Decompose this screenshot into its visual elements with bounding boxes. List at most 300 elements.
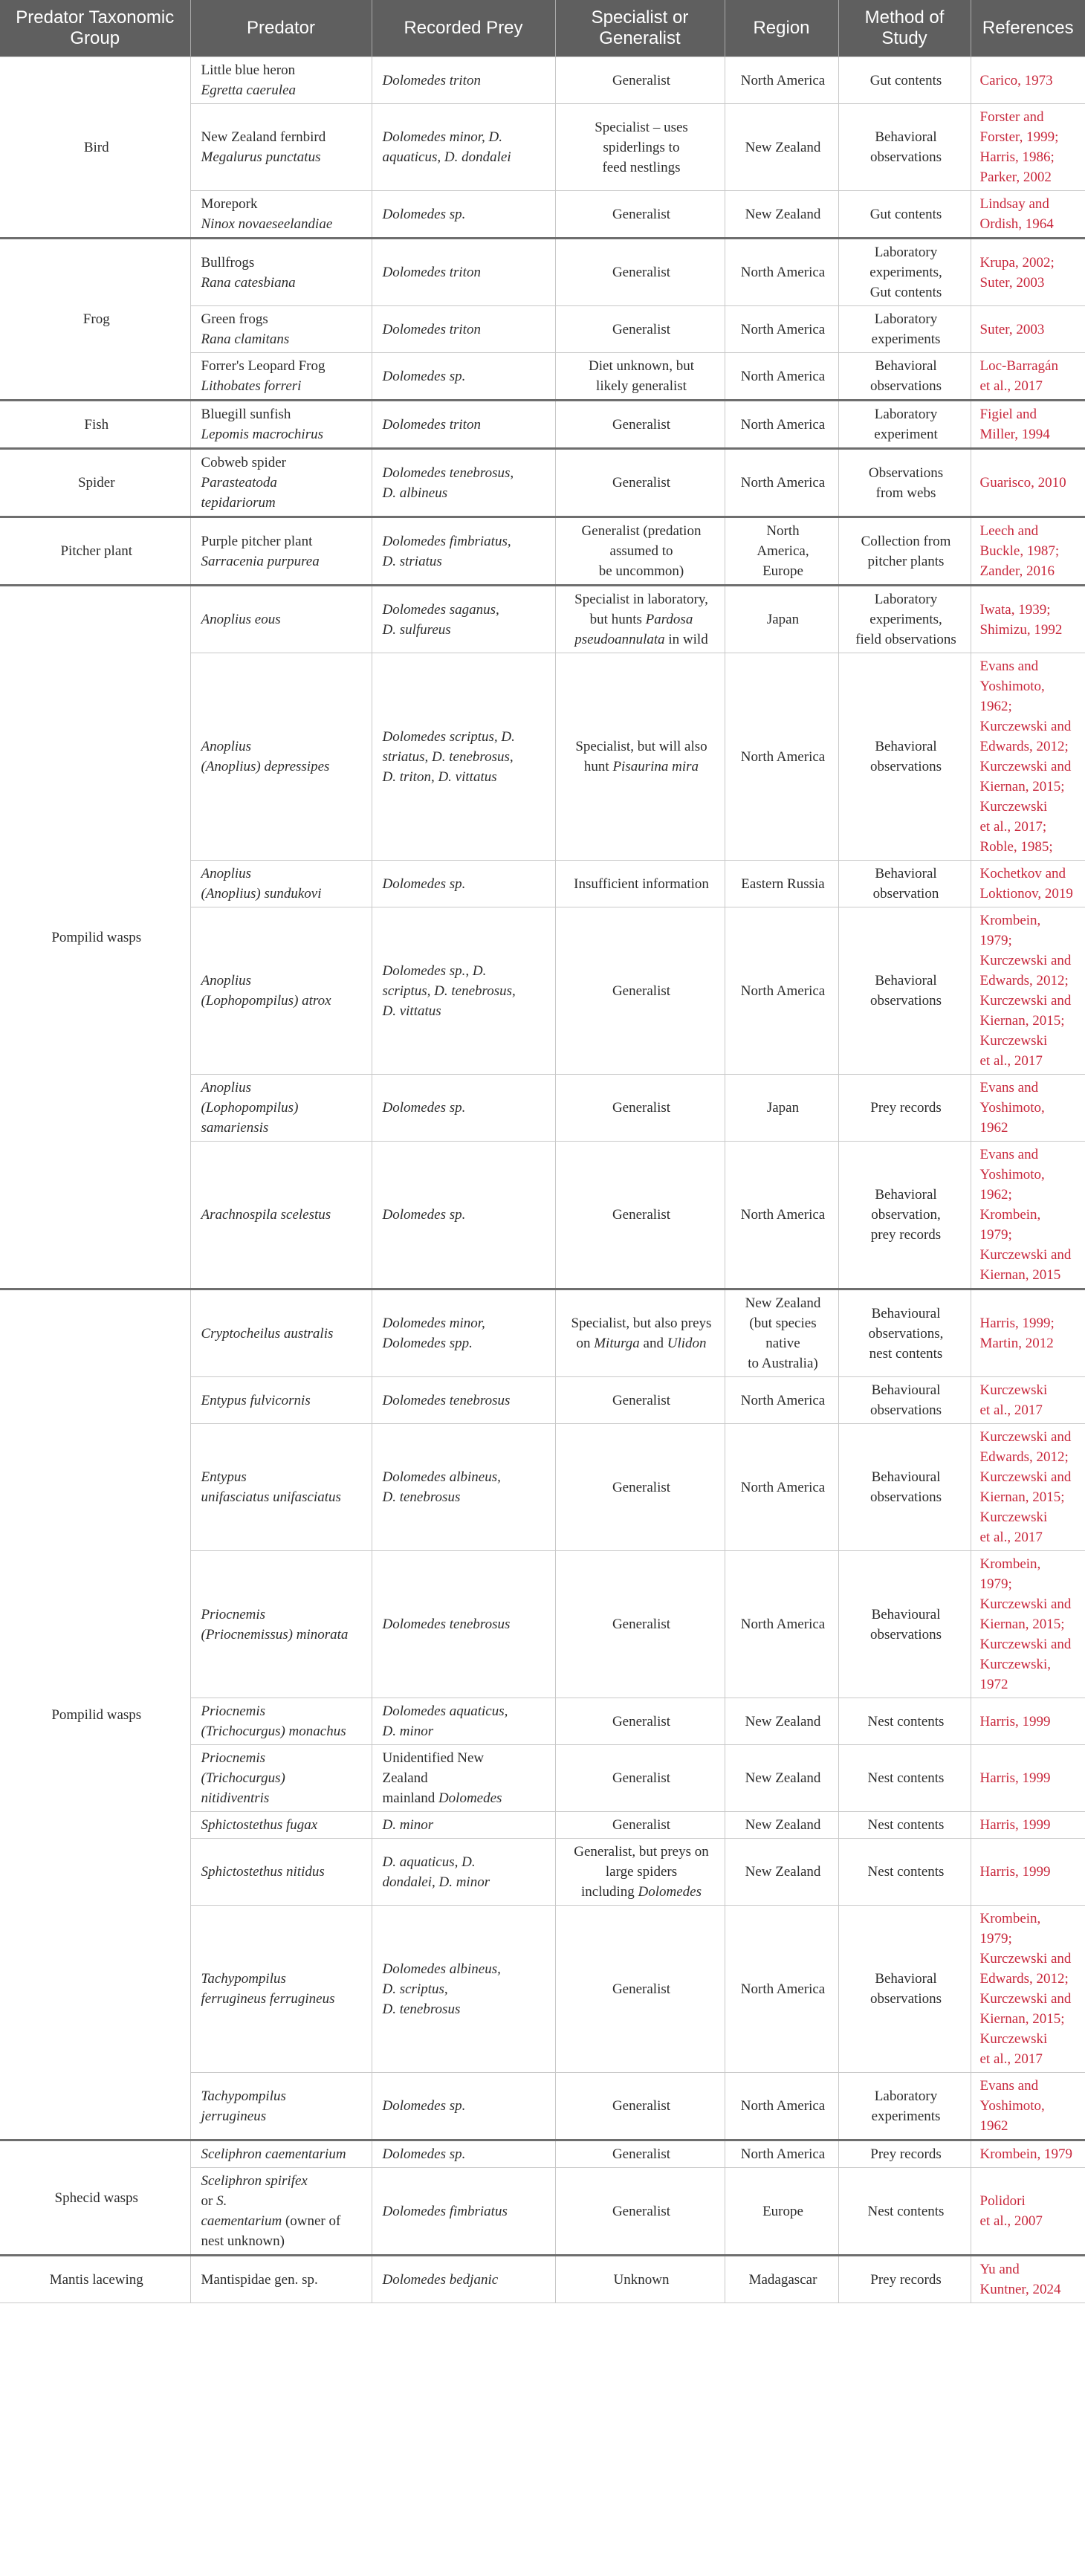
method-cell (838, 2073, 971, 2140)
reference-link[interactable]: Kurczewski and (979, 1469, 1072, 1485)
method-line: observations (869, 1489, 942, 1505)
predator-cell (190, 1289, 372, 1377)
method-cell (838, 586, 971, 653)
prey-line: Dolomedes aquaticus, (382, 1703, 508, 1719)
method-cell (838, 1142, 971, 1289)
reference-link[interactable]: Krombein, 1979 (979, 2146, 1073, 2162)
specialist-cell (555, 306, 725, 353)
references-cell (971, 586, 1085, 653)
region-cell (725, 907, 838, 1075)
reference-link[interactable]: Kochetkov and (979, 866, 1066, 881)
reference-link[interactable]: Forster and (979, 109, 1044, 125)
prey-cell (372, 1142, 555, 1289)
predator-line: Little blue heron (201, 62, 296, 78)
method-line: Laboratory (874, 311, 938, 327)
reference-link[interactable]: Kurczewski (979, 799, 1048, 815)
region-line: (but species (749, 1315, 817, 1331)
prey-line: aquaticus, D. dondalei (382, 149, 511, 165)
region-line: North America (740, 1981, 826, 1997)
predator-cell (190, 449, 372, 517)
reference-link[interactable]: Edwards, 2012; (979, 1449, 1069, 1465)
references-cell (971, 2168, 1085, 2256)
method-line: nest contents (869, 1345, 943, 1362)
table-row (0, 57, 1085, 104)
reference-link[interactable]: 1962; (979, 699, 1012, 714)
reference-link[interactable]: Shimizu, 1992 (979, 621, 1063, 638)
prey-cell (372, 2140, 555, 2168)
region-cell (725, 353, 838, 401)
prey-cell (372, 517, 555, 586)
method-line: Behavioral (875, 866, 937, 881)
reference-link[interactable]: Harris, 1999; (979, 1315, 1055, 1331)
region-line: America, (757, 543, 809, 559)
region-line: North America (740, 265, 826, 280)
predator-line: Forrer's Leopard Frog (201, 358, 326, 374)
specialist-line: but hunts Pardosa (589, 612, 693, 627)
predator-line: Morepork (201, 196, 258, 212)
reference-link[interactable]: Roble, 1985; (979, 839, 1053, 855)
predator-line: Tachypompilus (201, 1971, 286, 1987)
specialist-line: Generalist (612, 72, 671, 88)
reference-link[interactable]: Kuntner, 2024 (979, 2282, 1061, 2297)
header-recorded-prey: Recorded Prey (372, 0, 555, 57)
reference-link[interactable]: Harris, 1999 (979, 1817, 1051, 1833)
specialist-line: Generalist (612, 321, 671, 337)
specialist-cell (555, 57, 725, 104)
specialist-cell (555, 1289, 725, 1377)
specialist-line: Specialist, but also preys (571, 1315, 712, 1331)
reference-link[interactable]: Kurczewski and (979, 953, 1072, 968)
region-line: New Zealand (745, 1713, 821, 1729)
reference-link[interactable]: et al., 2017 (979, 1053, 1043, 1069)
predator-line: ferrugineus ferrugineus (201, 1991, 335, 2007)
method-cell (838, 1289, 971, 1377)
predator-cell (190, 1906, 372, 2073)
region-cell (725, 306, 838, 353)
references-cell (971, 104, 1085, 191)
reference-link[interactable]: Kurczewski and (979, 993, 1072, 1009)
prey-cell (372, 191, 555, 239)
reference-link[interactable]: Kurczewski and (979, 719, 1072, 734)
region-line: North America (740, 321, 826, 337)
method-line: Prey records (870, 2146, 942, 2162)
reference-link[interactable]: Ordish, 1964 (979, 216, 1054, 232)
region-cell (725, 1377, 838, 1424)
references-cell (971, 2073, 1085, 2140)
prey-line: Dolomedes minor, (382, 1315, 485, 1331)
predator-line: Anoplius (201, 866, 252, 881)
method-cell (838, 353, 971, 401)
references-cell (971, 1698, 1085, 1745)
specialist-line: likely generalist (596, 378, 687, 394)
prey-line: scriptus, D. tenebrosus, (382, 983, 516, 999)
specialist-cell (555, 2073, 725, 2140)
header-method: Method of Study (838, 0, 971, 57)
specialist-line: Specialist, but will also (575, 739, 707, 754)
region-line: North America (740, 2098, 826, 2114)
region-line: Eastern Russia (741, 876, 825, 892)
method-cell (838, 1551, 971, 1698)
method-line: Nest contents (867, 1864, 945, 1880)
reference-link[interactable]: Krombein, (979, 1207, 1041, 1223)
prey-line: dondalei, D. minor (382, 1874, 490, 1890)
method-cell (838, 1377, 971, 1424)
reference-link[interactable]: Iwata, 1939; (979, 601, 1051, 618)
reference-link[interactable]: et al., 2017 (979, 378, 1043, 394)
reference-link[interactable]: Forster, 1999; (979, 129, 1059, 145)
reference-link[interactable]: et al., 2017 (979, 2051, 1043, 2067)
references-cell (971, 449, 1085, 517)
prey-line: Unidentified New (382, 1750, 485, 1766)
specialist-line: Generalist (612, 1981, 671, 1997)
reference-link[interactable]: Figiel and (979, 407, 1037, 422)
method-line: Prey records (870, 2271, 942, 2288)
region-line: North America (740, 475, 826, 491)
region-cell (725, 1906, 838, 2073)
reference-link[interactable]: Kurczewski and (979, 1596, 1072, 1612)
region-cell (725, 653, 838, 861)
method-line: experiment (874, 427, 938, 442)
prey-line: Zealand (382, 1770, 428, 1786)
region-line: New Zealand (745, 206, 821, 222)
predator-cell (190, 1377, 372, 1424)
prey-line: Dolomedes triton (382, 416, 481, 433)
method-cell (838, 449, 971, 517)
method-line: Behavioral (875, 1971, 937, 1987)
specialist-line: Generalist (612, 416, 671, 433)
predator-line: (Anoplius) sundukovi (201, 886, 322, 902)
prey-cell (372, 1551, 555, 1698)
reference-link[interactable]: Suter, 2003 (979, 321, 1045, 337)
reference-link[interactable]: 1979; (979, 1931, 1012, 1946)
predator-cell (190, 861, 372, 907)
reference-link[interactable]: Yu and (979, 2262, 1020, 2277)
reference-link[interactable]: Kiernan, 2015; (979, 2011, 1065, 2027)
reference-link[interactable]: et al., 2017 (979, 1402, 1043, 1418)
reference-link[interactable]: Leech and (979, 523, 1039, 539)
region-line: North America (740, 368, 826, 384)
method-line: observations (869, 1991, 942, 2007)
reference-link[interactable]: Yoshimoto, (979, 1100, 1045, 1116)
predator-line: (Lophopompilus) (201, 1100, 299, 1116)
specialist-cell (555, 1424, 725, 1551)
specialist-cell (555, 1377, 725, 1424)
table-row (0, 449, 1085, 517)
prey-line: D. triton, D. vittatus (382, 768, 497, 785)
reference-link[interactable]: et al., 2017; (979, 819, 1047, 835)
references-cell (971, 861, 1085, 907)
reference-link[interactable]: 1979; (979, 1576, 1012, 1592)
prey-line: Dolomedes albineus, (382, 1469, 501, 1485)
specialist-cell (555, 449, 725, 517)
reference-link[interactable]: Kurczewski and (979, 1247, 1072, 1263)
prey-cell (372, 401, 555, 449)
reference-link[interactable]: 1972 (979, 1677, 1008, 1692)
specialist-cell (555, 2256, 725, 2303)
region-cell (725, 517, 838, 586)
reference-link[interactable]: Suter, 2003 (979, 274, 1045, 291)
taxonomic-group-cell: Spider (0, 449, 190, 517)
region-line: North America (740, 1617, 826, 1632)
references-cell (971, 1075, 1085, 1142)
method-line: Laboratory (874, 407, 938, 422)
reference-link[interactable]: Krombein, (979, 913, 1041, 928)
reference-link[interactable]: et al., 2007 (979, 2213, 1043, 2229)
predator-cell (190, 1698, 372, 1745)
reference-link[interactable]: Krupa, 2002; (979, 254, 1055, 271)
reference-link[interactable]: Edwards, 2012; (979, 1971, 1069, 1987)
method-line: Behavioral (875, 739, 937, 754)
predator-line: Sceliphron spirifex (201, 2173, 308, 2189)
specialist-line: large spiders (605, 1864, 678, 1880)
predator-cell (190, 1075, 372, 1142)
specialist-line: including Dolomedes (580, 1884, 702, 1900)
region-cell (725, 401, 838, 449)
reference-link[interactable]: Kurczewski and (979, 1637, 1072, 1652)
method-line: Behavioural (871, 1469, 941, 1485)
specialist-line: assumed to (609, 543, 673, 559)
prey-line: D. scriptus, (382, 1981, 448, 1997)
table-row (0, 401, 1085, 449)
reference-link[interactable]: Evans and (979, 1080, 1039, 1096)
specialist-cell (555, 191, 725, 239)
region-cell (725, 2168, 838, 2256)
predator-cell (190, 1812, 372, 1839)
references-cell (971, 517, 1085, 586)
table-row (0, 2140, 1085, 2168)
method-line: Nest contents (867, 1817, 945, 1833)
predator-line: jerrugineus (201, 2108, 267, 2124)
reference-link[interactable]: Kurczewski, (979, 1657, 1051, 1672)
references-cell (971, 1906, 1085, 2073)
table-row (0, 239, 1085, 306)
region-line: Japan (766, 1100, 800, 1116)
predator-line: (Anoplius) depressipes (201, 759, 330, 774)
taxonomic-group-cell: Mantis lacewing (0, 2256, 190, 2303)
header-references: References (971, 0, 1085, 57)
reference-link[interactable]: Krombein, (979, 1911, 1041, 1926)
reference-link[interactable]: Evans and (979, 2078, 1039, 2094)
predator-line: Priocnemis (201, 1703, 266, 1719)
reference-link[interactable]: Carico, 1973 (979, 72, 1053, 88)
predator-cell (190, 104, 372, 191)
reference-link[interactable]: Polidori (979, 2193, 1026, 2209)
predator-line: nitidiventris (201, 1790, 270, 1806)
reference-link[interactable]: 1962; (979, 1187, 1012, 1203)
reference-link[interactable]: Evans and (979, 658, 1039, 674)
reference-link[interactable]: Miller, 1994 (979, 427, 1050, 442)
references-cell (971, 1424, 1085, 1551)
reference-link[interactable]: Kurczewski (979, 2031, 1048, 2047)
reference-link[interactable]: Guarisco, 2010 (979, 475, 1066, 491)
specialist-cell (555, 653, 725, 861)
reference-link[interactable]: Lindsay and (979, 196, 1049, 212)
specialist-line: Generalist (612, 1100, 671, 1116)
predator-line: or S. (201, 2193, 227, 2209)
reference-link[interactable]: Harris, 1999 (979, 1770, 1051, 1786)
region-line: to Australia) (748, 1356, 818, 1371)
specialist-line: Generalist (612, 1207, 671, 1223)
predator-cell (190, 353, 372, 401)
prey-line: Dolomedes saganus, (382, 601, 499, 618)
header-region: Region (725, 0, 838, 57)
prey-cell (372, 239, 555, 306)
references-cell (971, 1812, 1085, 1839)
reference-link[interactable]: Kurczewski and (979, 1429, 1072, 1445)
reference-link[interactable]: 1979; (979, 1227, 1012, 1243)
region-cell (725, 1812, 838, 1839)
reference-link[interactable]: Kurczewski (979, 1382, 1048, 1398)
table-row (0, 517, 1085, 586)
references-cell (971, 57, 1085, 104)
predator-cell (190, 586, 372, 653)
references-cell (971, 353, 1085, 401)
specialist-line: Generalist (612, 1617, 671, 1632)
taxonomic-group-cell: Pompilid wasps (0, 1289, 190, 2140)
method-line: Behavioural (871, 1305, 941, 1321)
predator-line: Lithobates forreri (201, 378, 302, 394)
method-cell (838, 401, 971, 449)
method-line: Behavioral (875, 973, 937, 988)
reference-link[interactable]: Yoshimoto, (979, 2098, 1045, 2114)
reference-link[interactable]: Yoshimoto, (979, 1167, 1045, 1182)
predator-line: Ninox novaeseelandiae (201, 216, 333, 232)
reference-link[interactable]: Yoshimoto, (979, 679, 1045, 694)
prey-cell (372, 907, 555, 1075)
method-line: Laboratory (874, 245, 938, 260)
reference-link[interactable]: Kurczewski (979, 1033, 1048, 1049)
specialist-line: Specialist – uses (595, 119, 688, 135)
prey-line: D. tenebrosus (382, 2001, 461, 2017)
reference-link[interactable]: Kurczewski and (979, 1951, 1072, 1967)
method-cell (838, 907, 971, 1075)
predator-line: Priocnemis (201, 1606, 266, 1622)
method-line: field observations (855, 632, 956, 647)
method-line: Behavioural (871, 1606, 941, 1622)
prey-cell (372, 1075, 555, 1142)
region-line: Madagascar (748, 2271, 817, 2288)
reference-link[interactable]: Buckle, 1987; (979, 543, 1060, 559)
reference-link[interactable]: Kiernan, 2015; (979, 1617, 1065, 1632)
reference-link[interactable]: Kurczewski (979, 1509, 1048, 1525)
reference-link[interactable]: Edwards, 2012; (979, 973, 1069, 988)
reference-link[interactable]: Kiernan, 2015; (979, 779, 1065, 795)
prey-line: D. tenebrosus (382, 1489, 461, 1505)
prey-line: Dolomedes tenebrosus (382, 1392, 511, 1408)
method-cell (838, 1839, 971, 1906)
prey-line: Dolomedes sp. (382, 1100, 466, 1116)
reference-link[interactable]: Zander, 2016 (979, 563, 1055, 579)
references-cell (971, 191, 1085, 239)
specialist-line: Generalist (predation (581, 523, 702, 539)
region-line: North (766, 523, 800, 539)
method-line: Nest contents (867, 1713, 945, 1729)
references-cell (971, 1839, 1085, 1906)
region-cell (725, 1289, 838, 1377)
method-line: Nest contents (867, 2203, 945, 2219)
reference-link[interactable]: Edwards, 2012; (979, 739, 1069, 754)
method-cell (838, 1698, 971, 1745)
method-line: experiments, (869, 612, 942, 627)
prey-cell (372, 1289, 555, 1377)
predator-line: Egretta caerulea (201, 82, 297, 98)
reference-link[interactable]: Harris, 1999 (979, 1864, 1051, 1880)
taxonomic-group-cell: Fish (0, 401, 190, 449)
reference-link[interactable]: et al., 2017 (979, 1530, 1043, 1545)
region-line: native (765, 1336, 800, 1351)
prey-line: D. striatus (382, 553, 442, 569)
prey-cell (372, 1812, 555, 1839)
prey-cell (372, 586, 555, 653)
method-line: Observations (868, 465, 944, 481)
specialist-cell (555, 1745, 725, 1812)
region-cell (725, 57, 838, 104)
reference-link[interactable]: Loc-Barragán (979, 358, 1058, 374)
reference-link[interactable]: Kiernan, 2015 (979, 1267, 1061, 1283)
reference-link[interactable]: Loktionov, 2019 (979, 886, 1073, 902)
taxonomic-group-cell: Frog (0, 239, 190, 401)
prey-line: Dolomedes fimbriatus, (382, 533, 511, 549)
region-line: Europe (762, 2203, 803, 2219)
region-line: New Zealand (745, 1295, 821, 1311)
reference-link[interactable]: Kurczewski and (979, 1991, 1072, 2007)
method-line: Prey records (870, 1100, 942, 1116)
prey-line: Dolomedes sp. (382, 368, 466, 384)
method-line: observations (869, 149, 942, 165)
prey-cell (372, 57, 555, 104)
region-line: North America (740, 983, 826, 999)
references-cell (971, 907, 1085, 1075)
table-row (0, 1289, 1085, 1377)
prey-line: Dolomedes tenebrosus (382, 1617, 511, 1632)
references-cell (971, 1377, 1085, 1424)
reference-link[interactable]: 1979; (979, 933, 1012, 948)
predator-cell (190, 2168, 372, 2256)
taxonomic-group-cell: Sphecid wasps (0, 2140, 190, 2256)
reference-link[interactable]: Harris, 1999 (979, 1713, 1051, 1729)
region-cell (725, 449, 838, 517)
specialist-cell (555, 1906, 725, 2073)
reference-link[interactable]: Krombein, (979, 1556, 1041, 1572)
reference-link[interactable]: Kurczewski and (979, 759, 1072, 774)
predator-line: Entypus (201, 1469, 247, 1485)
predator-line: Priocnemis (201, 1750, 266, 1766)
prey-line: Dolomedes sp. (382, 1207, 466, 1223)
region-cell (725, 861, 838, 907)
taxonomic-group-cell: Bird (0, 57, 190, 239)
reference-link[interactable]: Harris, 1986; (979, 149, 1055, 165)
reference-link[interactable]: 1962 (979, 1120, 1008, 1136)
specialist-line: Generalist (612, 265, 671, 280)
method-line: Laboratory (874, 592, 938, 607)
references-cell (971, 1551, 1085, 1698)
reference-link[interactable]: Kiernan, 2015; (979, 1489, 1065, 1505)
prey-cell (372, 1839, 555, 1906)
reference-link[interactable]: Parker, 2002 (979, 169, 1052, 185)
taxonomic-group-cell: Pompilid wasps (0, 586, 190, 1289)
prey-line: Dolomedes bedjanic (382, 2271, 499, 2288)
prey-line: D. vittatus (382, 1003, 441, 1019)
reference-link[interactable]: 1962 (979, 2118, 1008, 2134)
method-line: observation, (871, 1207, 941, 1223)
method-line: Collection from (861, 533, 951, 549)
specialist-line: on Miturga and Ulidon (576, 1336, 707, 1351)
reference-link[interactable]: Evans and (979, 1147, 1039, 1162)
method-cell (838, 1075, 971, 1142)
method-line: experiments, (869, 265, 942, 280)
reference-link[interactable]: Martin, 2012 (979, 1336, 1054, 1351)
reference-link[interactable]: Kiernan, 2015; (979, 1013, 1065, 1029)
